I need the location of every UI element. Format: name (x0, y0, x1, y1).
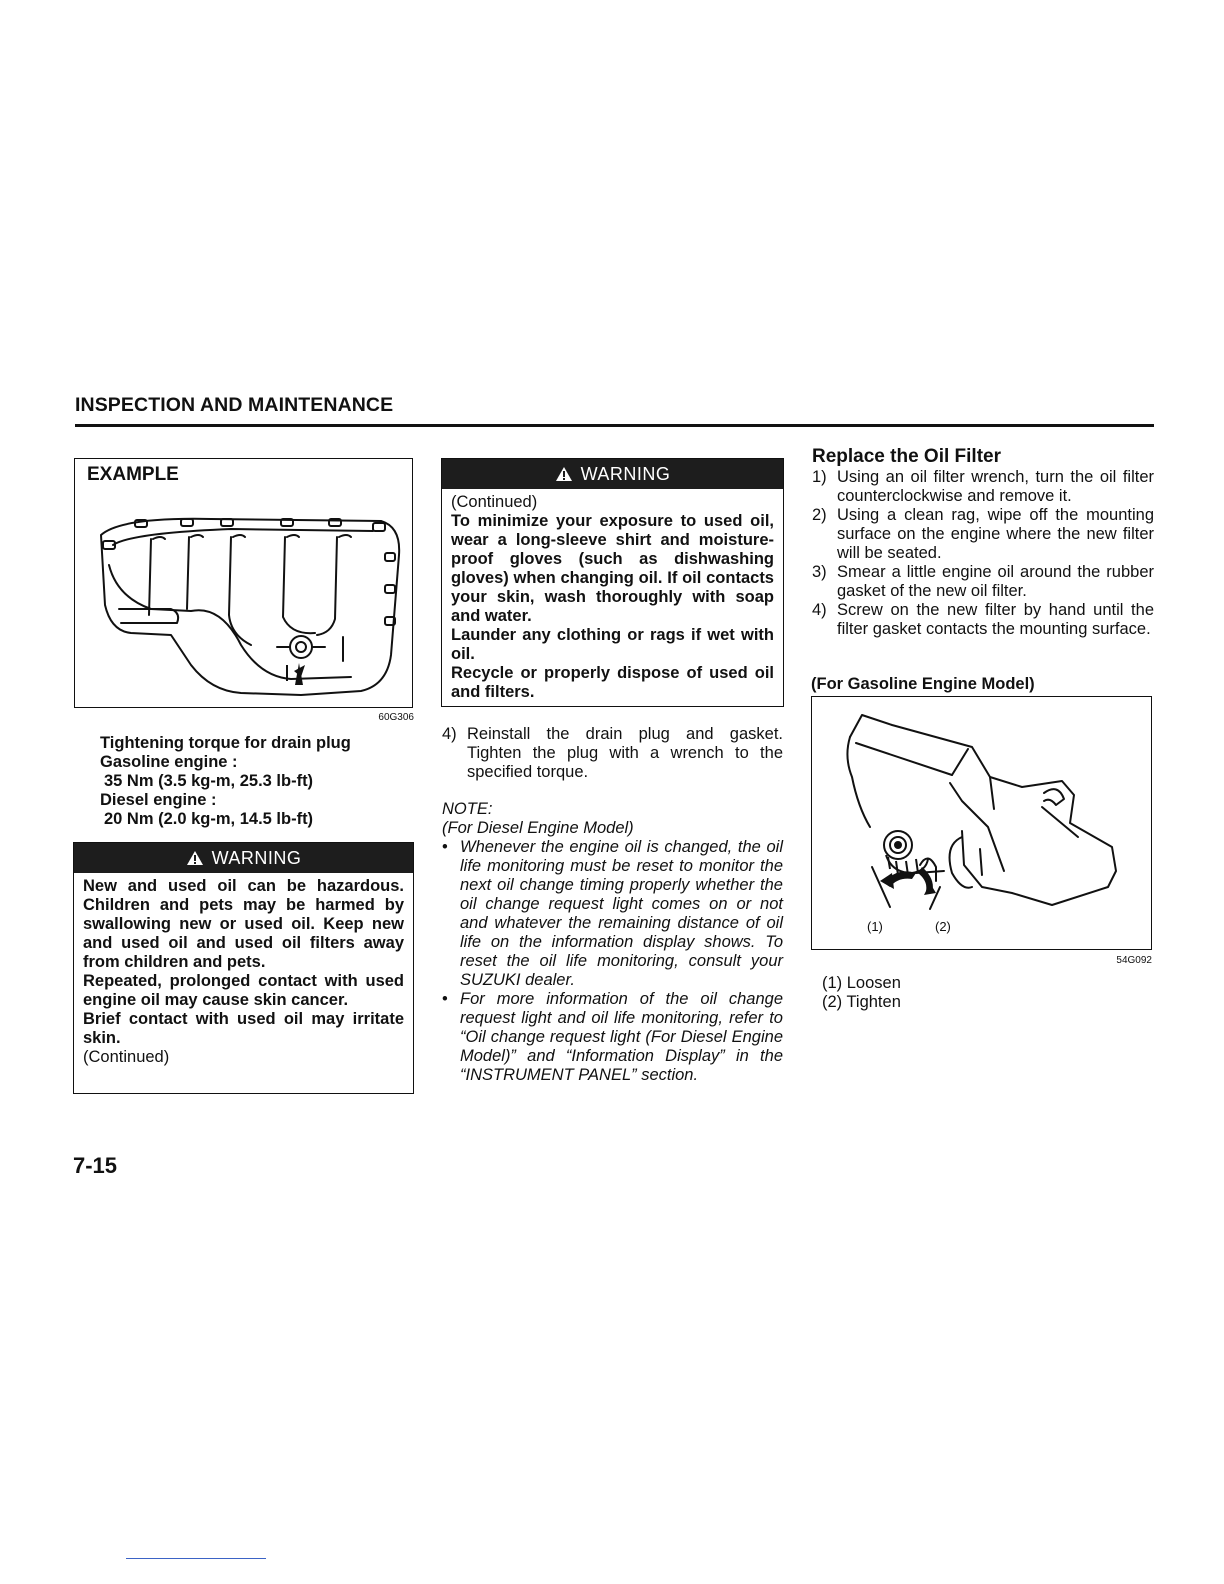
warning-title: WARNING (211, 847, 302, 868)
drain-plug-step (442, 725, 783, 782)
step-number: 1) (812, 468, 827, 486)
warning-icon (186, 850, 204, 866)
warning-paragraph: Launder any clothing or rags if wet with oil. (451, 626, 774, 663)
oil-filter-steps (812, 468, 1154, 639)
note-label: NOTE: (442, 800, 493, 818)
continued-label: (Continued) (83, 1048, 170, 1066)
figure-code: 60G306 (378, 712, 414, 723)
note-bullet (442, 838, 783, 990)
bottom-link-underline (126, 1558, 266, 1559)
gasoline-model-heading: (For Gasoline Engine Model) (811, 675, 1035, 693)
bullet-icon: • (442, 990, 448, 1008)
diesel-label: Diesel engine : (100, 791, 217, 809)
warning-paragraph: Repeated, prolonged contact with used engine oil may cause skin cancer. (83, 972, 404, 1009)
warning-paragraph: Recycle or properly dispose of used oil and filters. (451, 664, 774, 701)
oil-filter-drawing (812, 697, 1150, 947)
step-text: Screw on the new filter by hand until the filter gasket contacts the mounting surface. (837, 601, 1154, 638)
torque-specification (100, 734, 351, 829)
section-title: INSPECTION AND MAINTENANCE (75, 394, 394, 416)
header-divider (75, 424, 1154, 427)
oil-filter-heading: Replace the Oil Filter (812, 446, 1001, 467)
callout-tighten: (2) Tighten (822, 993, 901, 1011)
warning-box-exposure (441, 458, 784, 707)
page-number: 7-15 (73, 1153, 118, 1178)
step-text: Using a clean rag, wipe off the mounting surface on the engine where the new filter will be seated. (837, 506, 1154, 562)
warning-box-hazards (73, 842, 414, 1094)
tighten-marker: (2) (935, 919, 951, 934)
example-label: EXAMPLE (87, 464, 179, 485)
oil-filter-step (812, 601, 1154, 639)
gasoline-label: Gasoline engine : (100, 753, 238, 771)
figure-callouts (822, 974, 901, 1012)
note-block (442, 800, 783, 1085)
oil-filter-figure (811, 696, 1152, 950)
warning-icon (555, 466, 573, 482)
note-bullet-text: Whenever the engine oil is changed, the oil life monitoring must be reset to monitor the next oil change timing properly whether the oil change request light comes on or not and whatever the remaining distance of oil life on the information display shows. To reset the oil life monitoring, consult your SUZUKI dealer. (460, 838, 783, 989)
note-bullet (442, 990, 783, 1085)
gasoline-torque-value: 35 Nm (3.5 kg-m, 25.3 lb-ft) (104, 772, 314, 790)
step-text: Reinstall the drain plug and gasket. Tighten the plug with a wrench to the specified torque. (467, 725, 783, 781)
step-text: Using an oil filter wrench, turn the oil filter counterclockwise and remove it. (837, 468, 1154, 505)
figure-code: 54G092 (1116, 955, 1152, 966)
callout-loosen: (1) Loosen (822, 974, 901, 992)
warning-header (74, 843, 413, 873)
example-figure (74, 458, 413, 708)
step-number: 3) (812, 563, 827, 581)
torque-title: Tightening torque for drain plug (100, 734, 351, 752)
step-text: Smear a little engine oil around the rubber gasket of the new oil filter. (837, 563, 1154, 600)
bullet-icon: • (442, 838, 448, 856)
warning-paragraph: Brief contact with used oil may irritate skin. (83, 1010, 404, 1047)
oil-filter-step (812, 563, 1154, 601)
step-number: 4) (442, 725, 457, 743)
oil-filter-step (812, 468, 1154, 506)
step-number: 4) (812, 601, 827, 619)
step-number: 2) (812, 506, 827, 524)
warning-header (442, 459, 783, 489)
oil-pan-drawing (91, 505, 401, 701)
oil-filter-step (812, 506, 1154, 563)
loosen-marker: (1) (867, 919, 883, 934)
note-subtitle: (For Diesel Engine Model) (442, 819, 634, 837)
continued-label: (Continued) (451, 493, 538, 511)
note-bullet-text: For more information of the oil change request light and oil life monitoring, refer to “Oil change request light (For Diesel Engine Model)” and “Information Display” in the “INSTRUMENT PANEL” section. (460, 990, 783, 1084)
warning-title: WARNING (580, 463, 671, 484)
diesel-torque-value: 20 Nm (2.0 kg-m, 14.5 lb-ft) (104, 810, 314, 828)
warning-paragraph: New and used oil can be hazardous. Children and pets may be harmed by swallowing new or used oil. Keep new and used oil and used oil filters away from children and pets. (83, 877, 404, 971)
warning-paragraph: To minimize your exposure to used oil, wear a long-sleeve shirt and moisture-proof gloves (such as dishwashing gloves) when changing oil. If oil contacts your skin, wash thoroughly with soap and water. (451, 512, 774, 625)
